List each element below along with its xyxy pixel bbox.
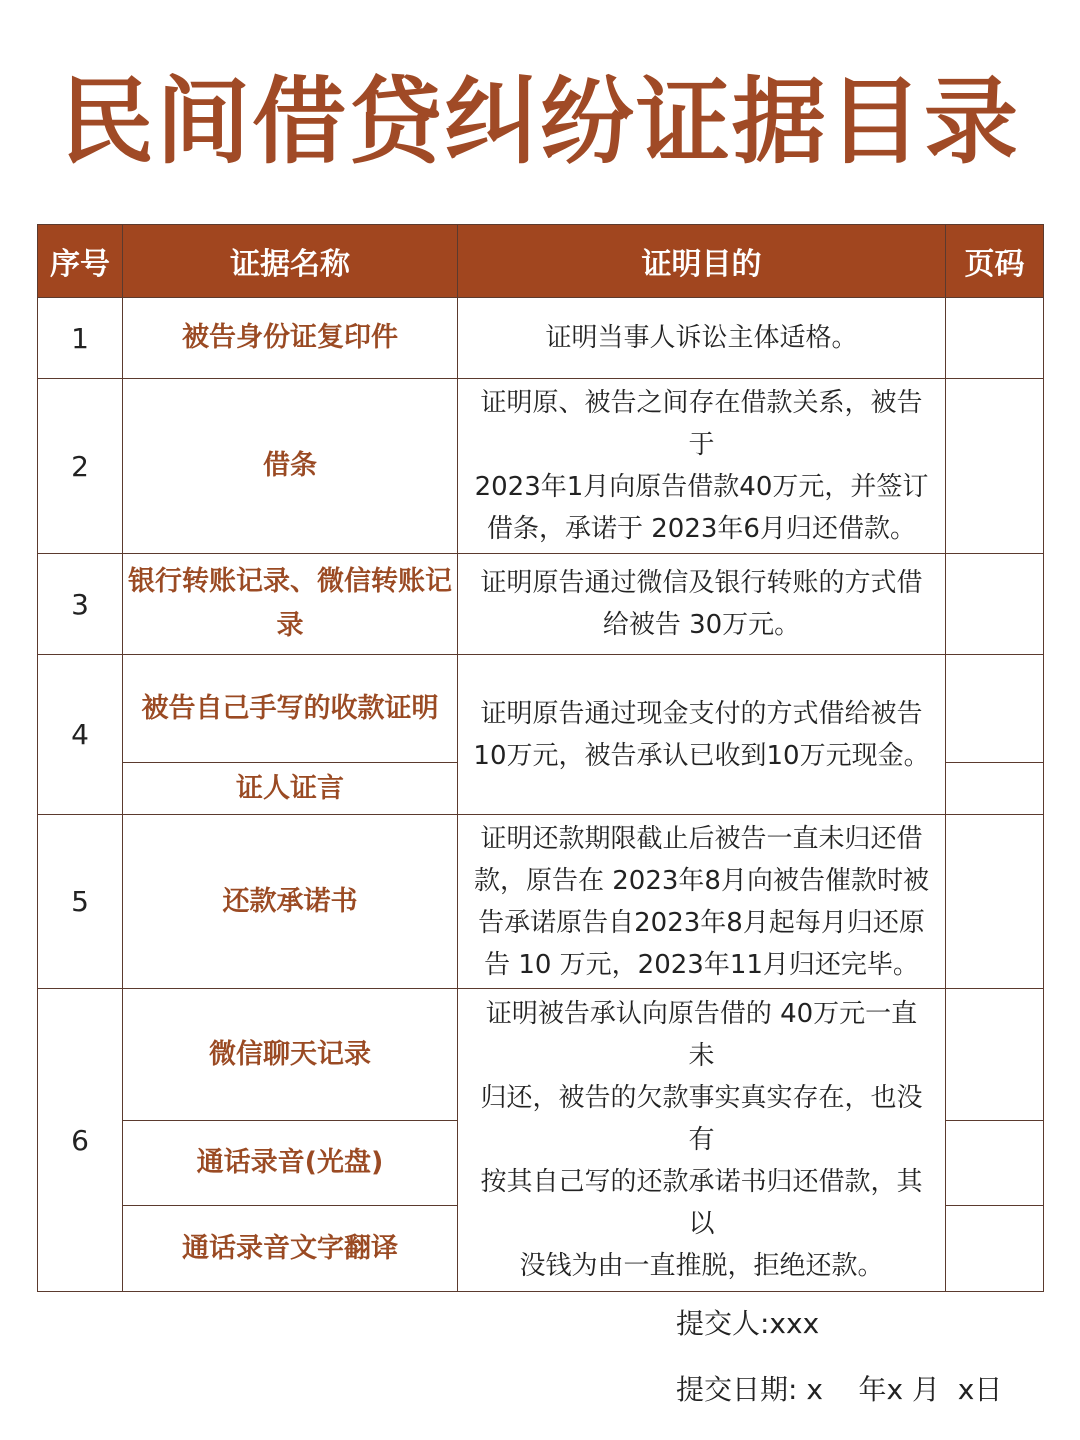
evidence-purpose	[458, 379, 946, 554]
page-cell	[946, 379, 1044, 554]
header-purpose: 证明目的	[458, 225, 946, 298]
purpose-line: 证明原告通过现金支付的方式借给被告	[480, 698, 923, 729]
evidence-purpose	[458, 298, 946, 379]
purpose-line: 2023年1月向原告借款40万元，并签订	[474, 472, 929, 502]
page-cell	[946, 298, 1044, 379]
page-cell	[946, 554, 1044, 655]
evidence-name: 被告自己手写的收款证明	[123, 655, 458, 763]
row-no: 6	[38, 989, 123, 1292]
page-cell	[946, 763, 1044, 815]
purpose-line: 10万元，被告承认已收到10万元现金。	[473, 740, 930, 771]
purpose-line: 没钱为由一直推脱，拒绝还款。	[519, 1251, 884, 1281]
evidence-name: 微信聊天记录	[123, 989, 458, 1121]
purpose-line: 借条，承诺于 2023年6月归还借款。	[487, 514, 916, 544]
purpose-line: 证明被告承认向原告借的 40万元一直	[485, 999, 918, 1029]
evidence-name: 被告身份证复印件	[123, 298, 458, 379]
evidence-name: 通话录音(光盘)	[123, 1121, 458, 1206]
purpose-line: 证明原、被告之间存在借款关系，被告	[480, 388, 923, 418]
purpose-line: 给被告 30万元。	[602, 610, 801, 640]
row-no: 3	[38, 554, 123, 655]
evidence-purpose	[458, 989, 946, 1292]
purpose-line: 未	[688, 1041, 715, 1071]
page-cell	[946, 815, 1044, 989]
table-row	[38, 815, 1044, 989]
evidence-purpose	[458, 554, 946, 655]
purpose-line: 按其自己写的还款承诺书归还借款，其	[480, 1167, 923, 1197]
table-row	[38, 655, 1044, 763]
evidence-name: 借条	[123, 379, 458, 554]
evidence-table	[37, 224, 1044, 1292]
purpose-line: 告承诺原告自2023年8月起每月归还原	[478, 907, 925, 938]
row-no: 4	[38, 655, 123, 815]
purpose-line: 有	[688, 1125, 715, 1155]
header-page: 页码	[946, 225, 1044, 298]
evidence-name: 证人证言	[123, 763, 458, 815]
table-row	[38, 298, 1044, 379]
page-cell	[946, 989, 1044, 1121]
purpose-line: 于	[688, 430, 715, 460]
evidence-name: 银行转账记录、微信转账记录	[123, 554, 458, 655]
purpose-line: 证明还款期限截止后被告一直未归还借	[480, 823, 923, 854]
purpose-line: 告 10 万元，2023年11月归还完毕。	[484, 949, 919, 980]
evidence-name: 还款承诺书	[123, 815, 458, 989]
table-row	[38, 379, 1044, 554]
submit-date-line: 提交日期: x 年x 月 x日	[676, 1373, 1003, 1406]
row-no: 5	[38, 815, 123, 989]
purpose-line: 证明当事人诉讼主体适格。	[545, 323, 858, 353]
header-name: 证据名称	[123, 225, 458, 298]
row-no: 2	[38, 379, 123, 554]
row-no: 1	[38, 298, 123, 379]
page-cell	[946, 1206, 1044, 1292]
evidence-purpose	[458, 655, 946, 815]
evidence-name: 通话录音文字翻译	[123, 1206, 458, 1292]
table-row	[38, 554, 1044, 655]
purpose-line: 归还，被告的欠款事实真实存在，也没	[480, 1083, 923, 1113]
purpose-line: 款，原告在 2023年8月向被告催款时被	[474, 865, 929, 896]
header-no: 序号	[38, 225, 123, 298]
page-cell	[946, 1121, 1044, 1206]
evidence-purpose	[458, 815, 946, 989]
page-title: 民间借贷纠纷证据目录	[59, 67, 1020, 177]
table-row	[38, 989, 1044, 1121]
page-cell	[946, 655, 1044, 763]
purpose-line: 证明原告通过微信及银行转账的方式借	[480, 568, 923, 598]
purpose-line: 以	[688, 1209, 715, 1239]
table-header-row	[38, 225, 1044, 298]
submitter-line: 提交人:xxx	[676, 1307, 820, 1340]
